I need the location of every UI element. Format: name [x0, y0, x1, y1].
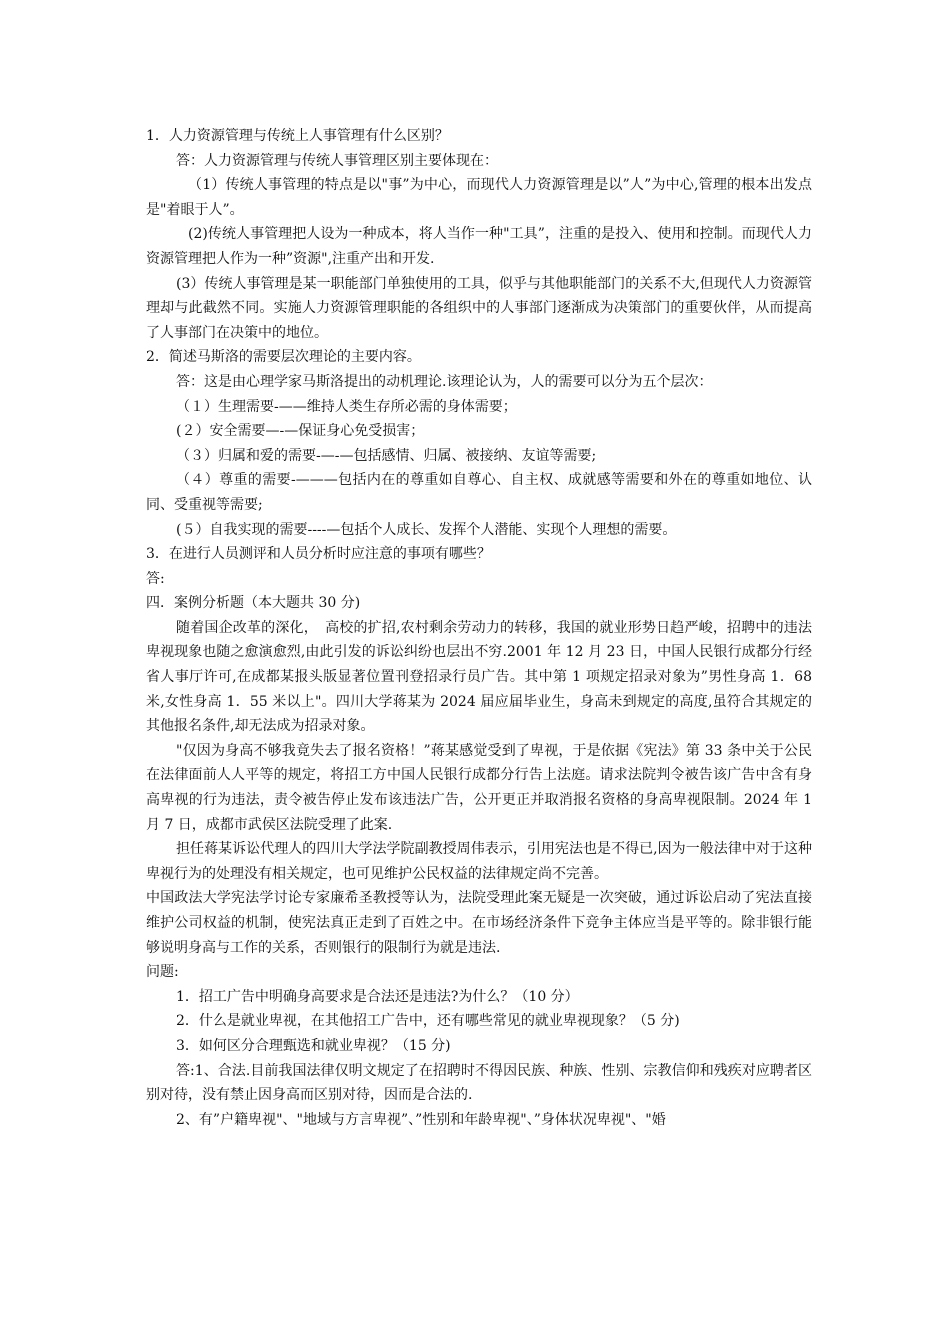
questions-label: 问题:: [146, 964, 179, 981]
case-paragraph-3: 担任蒋某诉讼代理人的四川大学法学院副教授周伟表示，引用宪法也是不得已,因为一般法律中对于这种卑视行为的处理没有相关规定，也可见维护公民权益的法律规定尚不完善。: [146, 841, 812, 882]
question-2: 2．简述马斯洛的需要层次理论的主要内容。: [146, 349, 421, 366]
answer-2-level-2: (２）安全需要—-—保证身心免受损害；: [176, 423, 425, 440]
case-answer-1: 答:1、合法.目前我国法律仅明文规定了在招聘时不得因民族、种族、性别、宗教信仰和残疾对应聘者区别对待，没有禁止因身高而区别对待，因而是合法的.: [146, 1062, 812, 1104]
question-1: 1．人力资源管理与传统上人事管理有什么区别？: [146, 128, 449, 144]
answer-1-point-1: （1）传统人事管理的特点是以"事”为中心，而现代人力资源管理是以”人”为中心,管理的根本出发点是"着眼于人”。: [146, 177, 812, 218]
answer-1-point-3: (3）传统人事管理是某一职能部门单独使用的工具，似乎与其他职能部门的关系不大,但现代人力资源管理却与此截然不同。实施人力资源管理职能的各组织中的人事部门逐渐成为决策部门的重要伙伴，从而提高了人事部门在决策中的地位。: [146, 275, 812, 341]
answer-1-point-2: (2)传统人事管理把人设为一种成本，将人当作一种"工具”，注重的是投入、使用和控制。而现代人力资源管理把人作为一种”资源",注重产出和开发.: [146, 226, 812, 267]
answer-2-level-1: （１）生理需要-——维持人类生存所必需的身体需要；: [176, 398, 517, 415]
section-4-heading: 四．案例分析题（本大题共 30 分): [146, 595, 361, 612]
case-paragraph-4: 中国政法大学宪法学讨论专家廉希圣教授等认为，法院受理此案无疑是一次突破，通过诉讼启动了宪法直接维护公司权益的机制，使宪法真正走到了百姓之中。在市场经济条件下竞争主体应当是平等的。除非银行能够说明身高与工作的关系，否则银行的限制行为就是违法.: [146, 890, 812, 956]
document-page: [146, 124, 812, 1132]
case-paragraph-2: "仅因为身高不够我竟失去了报名资格！”蒋某感觉受到了卑视，于是依据《宪法》第 33 条中关于公民在法律面前人人平等的规定，将招工方中国人民银行成都分行告上法庭。请求法院判令被告该广告中含有身高卑视的行为违法，责令被告停止发布该违法广告，公开更正并取消报名资格的身高卑视限制。2024 年 1 月 7 日，成都市武侯区法院受理了此案.: [146, 742, 812, 833]
answer-2-intro: 答：这是由心理学家马斯洛提出的动机理论.该理论认为，人的需要可以分为五个层次：: [176, 373, 713, 390]
question-3: 3．在进行人员测评和人员分析时应注意的事项有哪些？: [146, 546, 491, 563]
answer-2-level-5: (５）自我实现的需要----—包括个人成长、发挥个人潜能、实现个人理想的需要。: [176, 521, 677, 538]
answer-1-intro: 答：人力资源管理与传统人事管理区别主要体现在：: [176, 152, 498, 169]
answer-2-level-3: （３）归属和爱的需要-—-—包括感情、归属、被接纳、友谊等需要;: [176, 447, 597, 464]
case-question-2: 2．什么是就业卑视，在其他招工广告中，还有哪些常见的就业卑视现象？（5 分): [176, 1013, 680, 1030]
case-paragraph-1: 随着国企改革的深化， 高校的扩招,农村剩余劳动力的转移，我国的就业形势日趋严峻，招聘中的违法卑视现象也随之愈演愈烈,由此引发的诉讼纠纷也层出不穷.2001 年 12 月 23 日，中国人民银行成都分行经省人事厅许可,在成都某报头版显著位置刊登招录行员广告。其中第 1 项规定招录对象为”男性身高 1．68 米,女性身高 1．55 米以上"。四川大学蒋某为 2024 届应届毕业生，身高未到规定的高度,虽符合其规定的其他报名条件,却无法成为招录对象。: [146, 619, 812, 735]
case-question-3: 3．如何区分合理甄选和就业卑视？（15 分): [176, 1037, 451, 1054]
answer-2-level-4: （４）尊重的需要-———包括内在的尊重如自尊心、自主权、成就感等需要和外在的尊重如地位、认同、受重视等需要;: [146, 472, 812, 513]
case-question-1: 1．招工广告中明确身高要求是合法还是违法?为什么？（10 分）: [176, 988, 579, 1005]
case-answer-2: 2、有”户籍卑视"、"地域与方言卑视”、”性别和年龄卑视"、”身体状况卑视"、"婚: [176, 1111, 666, 1128]
answer-3: 答:: [146, 570, 165, 587]
